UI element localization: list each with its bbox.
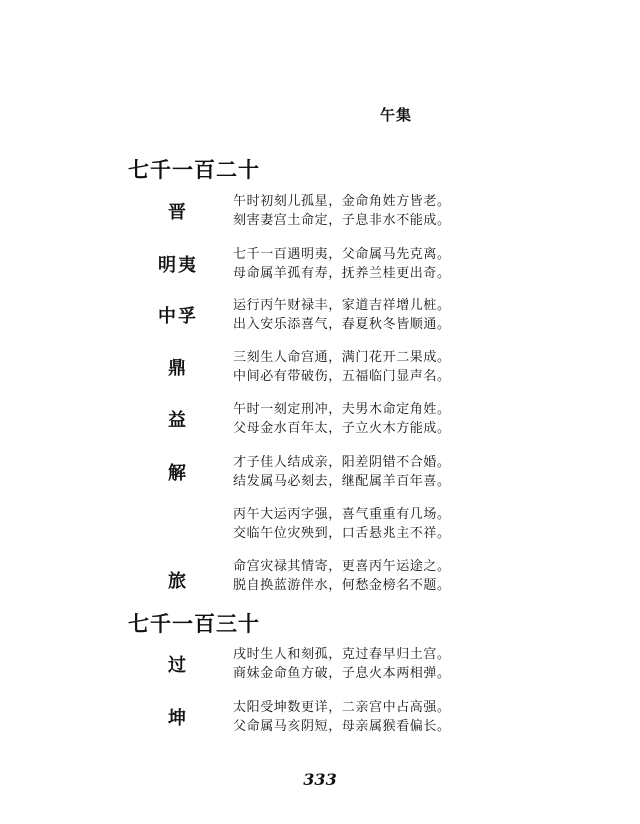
hexagram-name: 明夷 xyxy=(158,255,198,276)
verse-line: 七千一百遇明夷，父命属马先克离。 xyxy=(233,247,451,262)
verse xyxy=(233,698,451,736)
verse-line: 刻害妻宫土命定，子息非水不能成。 xyxy=(233,213,451,228)
verse xyxy=(233,192,451,230)
verse-line: 中间必有带破伤，五福临门显声名。 xyxy=(233,369,451,384)
verse-line: 午时一刻定刑冲，夫男木命定角姓。 xyxy=(233,402,451,417)
hexagram-name: 旅 xyxy=(168,571,188,592)
verse xyxy=(233,296,451,334)
entry-ding xyxy=(0,348,640,392)
hexagram-name: 中孚 xyxy=(158,306,198,327)
verse-line: 出入安乐添喜气，春夏秋冬皆顺通。 xyxy=(233,317,451,332)
verse-line: 脱自换蓝游伴水，何愁金榜名不题。 xyxy=(233,578,451,593)
verse-line: 戌时生人和刻孤，克过春早归土宫。 xyxy=(233,647,451,662)
verse-line: 母命属羊孤有寿，抚养兰桂更出奇。 xyxy=(233,266,451,281)
verse-line: 运行丙午财禄丰，家道吉祥增儿桩。 xyxy=(233,298,451,313)
entry-yi xyxy=(0,400,640,444)
verse xyxy=(233,245,451,283)
hexagram-name: 过 xyxy=(168,655,188,676)
entry-unnamed xyxy=(0,505,640,549)
verse-line: 三刻生人命宫通，满门花开二果成。 xyxy=(233,350,451,365)
hexagram-name: 鼎 xyxy=(168,358,188,379)
verse xyxy=(233,645,451,683)
entry-jin xyxy=(0,192,640,236)
entry-jie xyxy=(0,453,640,497)
hexagram-name: 益 xyxy=(168,410,188,431)
chapter-header: 午集 xyxy=(380,106,413,124)
entry-zhongfu xyxy=(0,296,640,340)
verse-line: 父母金水百年太，子立火木方能成。 xyxy=(233,421,451,436)
hexagram-name: 晋 xyxy=(168,202,188,223)
verse xyxy=(233,400,451,438)
verse-line: 丙午大运丙字强，喜气重重有几场。 xyxy=(233,507,451,522)
entry-mingyi xyxy=(0,245,640,289)
section-title-7120: 七千一百二十 xyxy=(128,157,260,182)
verse-line: 商妹金命鱼方破，子息火本两相弹。 xyxy=(233,666,451,681)
verse-line: 午时初刻儿孤星，金命角姓方皆老。 xyxy=(233,194,451,209)
verse-line: 才子佳人结成亲，阳差阴错不合婚。 xyxy=(233,455,451,470)
verse-line: 命宫灾禄其情寄，更喜丙午运途之。 xyxy=(233,559,451,574)
verse-line: 父命属马亥阴短，母亲属猴看偏长。 xyxy=(233,719,451,734)
verse xyxy=(233,348,451,386)
verse xyxy=(233,453,451,491)
verse xyxy=(233,505,451,543)
page-number: 333 xyxy=(303,770,337,789)
section-title-7130: 七千一百三十 xyxy=(128,611,260,636)
hexagram-name: 解 xyxy=(168,463,188,484)
verse-line: 交临午位灾殃到，口舌悬兆主不祥。 xyxy=(233,526,451,541)
entry-lv xyxy=(0,557,640,601)
hexagram-name: 坤 xyxy=(168,708,188,729)
verse xyxy=(233,557,451,595)
verse-line: 太阳受坤数更详，二亲宫中占高强。 xyxy=(233,700,451,715)
entry-guo xyxy=(0,645,640,689)
entry-kun xyxy=(0,698,640,742)
verse-line: 结发属马必刻去，继配属羊百年喜。 xyxy=(233,474,451,489)
